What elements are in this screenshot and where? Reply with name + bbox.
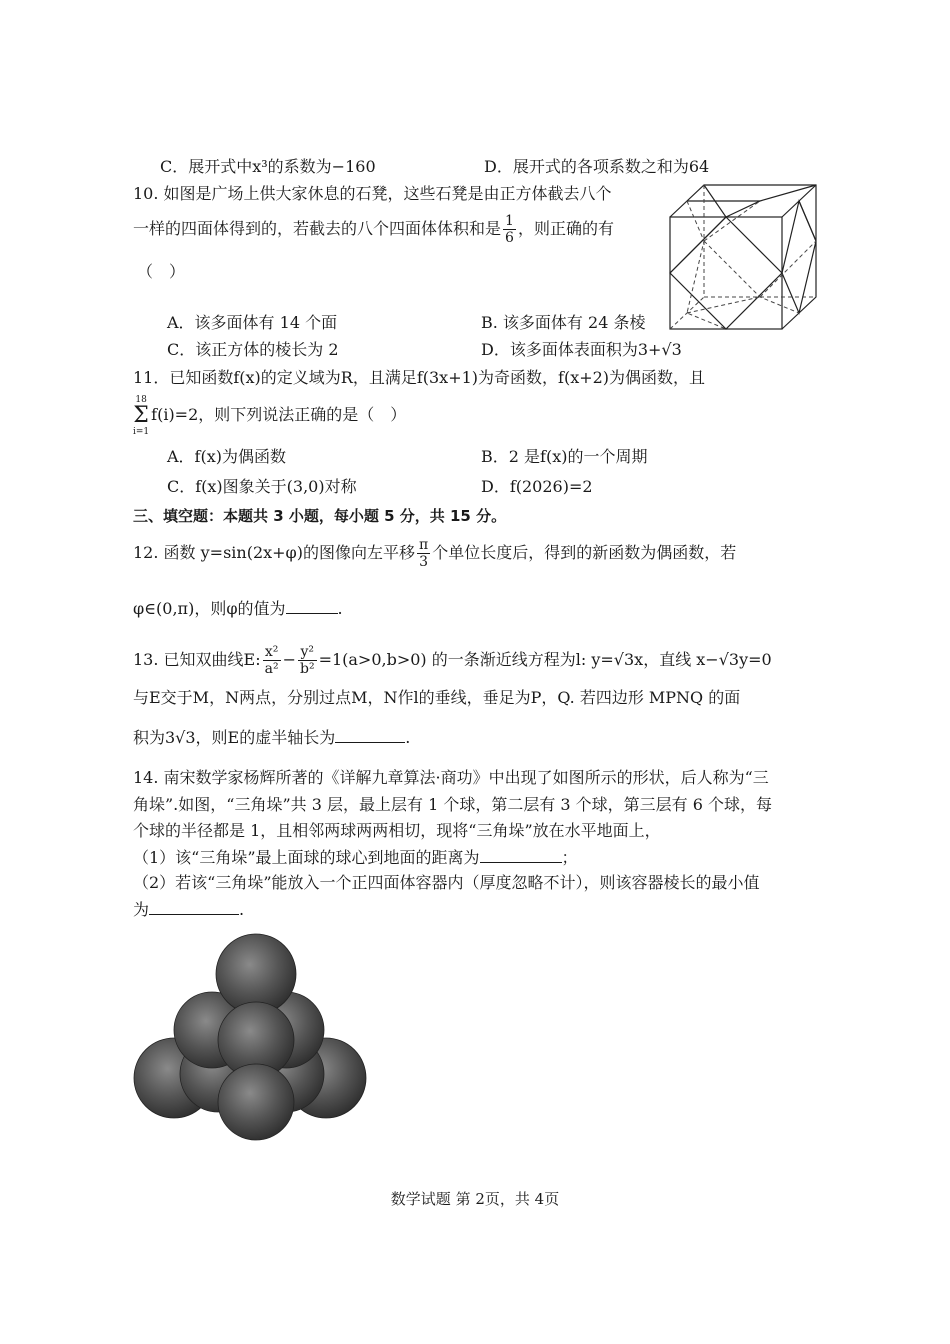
q12-frac-num: π	[419, 537, 429, 553]
q13-f2-den: b²	[299, 661, 315, 677]
sum-lower: i=1	[133, 426, 150, 437]
hidden-cut-2	[704, 241, 799, 313]
q12-line2-post: .	[337, 599, 343, 618]
q12-answer-blank[interactable]	[286, 598, 338, 614]
section-heading: 三、填空题：本题共 3 小题，每小题 5 分，共 15 分。	[133, 507, 507, 525]
q13-line3-pre: 积为3√3，则E的虚半轴长为	[133, 728, 336, 747]
q9-option-d: D．展开式的各项系数之和为64	[484, 157, 710, 176]
q14-line4	[133, 847, 578, 868]
q11-option-c: C．f(x)图象关于(3,0)对称	[167, 477, 357, 496]
q10-blank-parens: （ ）	[137, 262, 186, 281]
q13-minus: −	[282, 650, 296, 669]
q13-f1-num: x²	[263, 644, 281, 661]
hidden-cut-5	[704, 201, 760, 241]
q11-option-d: D．f(2026)=2	[481, 477, 593, 496]
summation-symbol: 18 Σ i=1	[133, 394, 150, 437]
q13-f1-den: a²	[264, 661, 279, 677]
q11-line2-text: f(i)=2，则下列说法正确的是（ ）	[151, 405, 407, 424]
q13-line1	[133, 640, 772, 680]
top-cut-left	[670, 185, 726, 273]
q12-line1-post: 个单位长度后，得到的新函数为偶函数，若	[432, 543, 737, 562]
q14-line6-pre: 为	[133, 900, 150, 919]
q13-line1-pre: 13. 已知双曲线E:	[133, 650, 261, 669]
q13-fraction-x	[263, 644, 281, 677]
q10-option-a: A．该多面体有 14 个面	[167, 313, 338, 332]
q13-line1-post: =1(a>0,b>0) 的一条渐近线方程为l: y=√3x，直线 x−√3y=0	[318, 650, 772, 669]
q14-line2: 角垛”.如图，“三角垛”共 3 层，最上层有 1 个球，第二层有 3 个球，第三层有 6 个球，每	[133, 795, 773, 814]
q10-frac-num: 1	[505, 213, 514, 229]
q14-line4-post: ；	[561, 848, 578, 867]
hidden-cut-4	[687, 297, 760, 313]
q14-sphere-pyramid-figure	[130, 930, 380, 1145]
q11-line2	[133, 392, 406, 438]
cube-back-outline	[670, 185, 816, 329]
q14-answer-blank-1[interactable]	[480, 847, 562, 863]
q12-line1	[133, 536, 736, 570]
q14-line6-post: .	[239, 900, 245, 919]
q10-line2-post: ，则正确的有	[517, 219, 614, 238]
q12-line2	[133, 598, 343, 619]
q12-line2-pre: φ∈(0,π)，则φ的值为	[133, 599, 286, 618]
sphere	[218, 1064, 294, 1140]
q13-fraction-y	[298, 644, 317, 677]
q10-line2-pre: 一样的四面体得到的，若截去的八个四面体体积和是	[133, 219, 502, 238]
q13-line3-post: .	[405, 728, 411, 747]
q13-line2: 与E交于M，N两点，分别过点M，N作l的垂线，垂足为P，Q. 若四边形 MPNQ 的面	[133, 688, 741, 707]
q12-fraction	[417, 537, 430, 570]
q14-line5: （2）若该“三角垛”能放入一个正四面体容器内（厚度忽略不计），则该容器棱长的最小值	[133, 873, 760, 892]
q10-line2	[133, 212, 614, 246]
q11-option-b: B．2 是f(x)的一个周期	[481, 447, 648, 466]
q12-line1-pre: 12. 函数 y=sin(2x+φ)的图像向左平移	[133, 543, 415, 562]
sum-upper: 18	[135, 394, 147, 405]
q13-f2-num: y²	[298, 644, 317, 661]
q9-option-c: C．展开式中x³的系数为−160	[160, 157, 376, 176]
right-square	[782, 201, 816, 313]
q10-frac-den: 6	[505, 230, 514, 246]
q14-line3: 个球的半径都是 1，且相邻两球两两相切，现将“三角垛”放在水平地面上，	[133, 821, 661, 840]
q14-line6	[133, 899, 244, 920]
q11-option-a: A．f(x)为偶函数	[167, 447, 286, 466]
page-footer: 数学试题 第 2页，共 4页	[390, 1190, 560, 1208]
front-square	[670, 217, 782, 329]
q10-line1: 10. 如图是广场上供大家休息的石凳，这些石凳是由正方体截去八个	[133, 184, 612, 203]
q10-option-b: B. 该多面体有 24 条棱	[481, 313, 646, 332]
q10-option-d: D．该多面体表面积为3+√3	[481, 340, 682, 359]
cube-front-face	[670, 217, 782, 329]
q14-line1: 14. 南宋数学家杨辉所著的《详解九章算法·商功》中出现了如图所示的形状，后人称为“三	[133, 768, 769, 787]
q12-frac-den: 3	[419, 554, 429, 570]
q13-answer-blank[interactable]	[335, 727, 405, 743]
q11-line1: 11．已知函数f(x)的定义域为R，且满足f(3x+1)为奇函数，f(x+2)为偶函数，且	[133, 368, 706, 387]
q10-fraction	[503, 213, 516, 246]
q10-cube-figure	[668, 183, 820, 333]
q13-line3	[133, 727, 410, 748]
q14-line4-pre: （1）该“三角垛”最上面球的球心到地面的距离为	[133, 848, 480, 867]
q14-answer-blank-2[interactable]	[149, 899, 239, 915]
q10-option-c: C．该正方体的棱长为 2	[167, 340, 339, 359]
